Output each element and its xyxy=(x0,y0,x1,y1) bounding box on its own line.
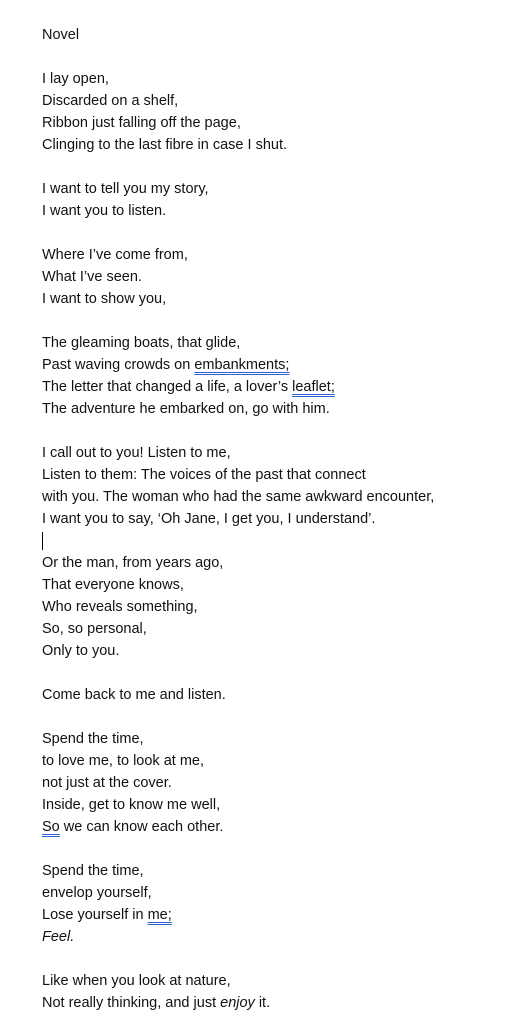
poem-line: The letter that changed a life, a lover’s leaflet; xyxy=(42,379,335,395)
poem-line: So we can know each other. xyxy=(42,819,224,835)
poem-line: Lose yourself in me; xyxy=(42,907,172,923)
poem-line: Spend the time, xyxy=(42,863,144,879)
poem-line: Where I’ve come from, xyxy=(42,247,188,263)
poem-line: I lay open, xyxy=(42,71,109,87)
stanza xyxy=(42,244,522,310)
poem-line: I want you to say, ‘Oh Jane, I get you, I understand’. xyxy=(42,511,376,527)
poem-line: envelop yourself, xyxy=(42,885,152,901)
poem-line: The adventure he embarked on, go with him. xyxy=(42,401,330,417)
poem-line: Discarded on a shelf, xyxy=(42,93,179,109)
stanza xyxy=(42,332,522,420)
poem-line: I want to tell you my story, xyxy=(42,181,209,197)
poem-line: Who reveals something, xyxy=(42,599,198,615)
poem-line: Not really thinking, and just enjoy it. xyxy=(42,995,271,1011)
poem-line: Inside, get to know me well, xyxy=(42,797,221,813)
stanza xyxy=(42,178,522,222)
poem-line: Come back to me and listen. xyxy=(42,687,226,703)
poem-line: What I’ve seen. xyxy=(42,269,142,285)
stanza xyxy=(42,970,522,1014)
poem-line: The gleaming boats, that glide, xyxy=(42,335,241,351)
document-body[interactable] xyxy=(42,24,522,1036)
text-cursor xyxy=(42,532,43,550)
grammar-flag[interactable]: So xyxy=(42,819,60,835)
stanza xyxy=(42,552,522,662)
poem-line: Listen to them: The voices of the past that connect xyxy=(42,467,366,483)
emphasis-text: Feel. xyxy=(42,929,75,945)
stanza xyxy=(42,442,522,530)
poem-line: I call out to you! Listen to me, xyxy=(42,445,231,461)
stanza xyxy=(42,68,522,156)
poem-line: I want you to listen. xyxy=(42,203,167,219)
poem-line: Clinging to the last fibre in case I shut. xyxy=(42,137,288,153)
poem-line: Ribbon just falling off the page, xyxy=(42,115,241,131)
poem-line: That everyone knows, xyxy=(42,577,184,593)
emphasis-text: enjoy xyxy=(220,995,255,1011)
grammar-flag[interactable]: leaflet; xyxy=(292,379,335,395)
poem-line xyxy=(42,926,522,948)
empty-paragraph[interactable] xyxy=(42,530,522,552)
poem-line: not just at the cover. xyxy=(42,775,172,791)
poem-line: Past waving crowds on embankments; xyxy=(42,357,290,373)
poem-line: Only to you. xyxy=(42,643,120,659)
poem-line: I want to show you, xyxy=(42,291,167,307)
poem-title: Novel xyxy=(42,27,80,43)
poem-line: So, so personal, xyxy=(42,621,147,637)
grammar-flag[interactable]: me; xyxy=(147,907,172,923)
stanza xyxy=(42,860,522,948)
poem-line: to love me, to look at me, xyxy=(42,753,204,769)
poem-line: with you. The woman who had the same awkward encounter, xyxy=(42,489,435,505)
poem-line: Or the man, from years ago, xyxy=(42,555,224,571)
grammar-flag[interactable]: embankments; xyxy=(194,357,290,373)
stanza xyxy=(42,684,522,706)
stanza xyxy=(42,728,522,838)
poem-line: Like when you look at nature, xyxy=(42,973,231,989)
poem-line: Spend the time, xyxy=(42,731,144,747)
